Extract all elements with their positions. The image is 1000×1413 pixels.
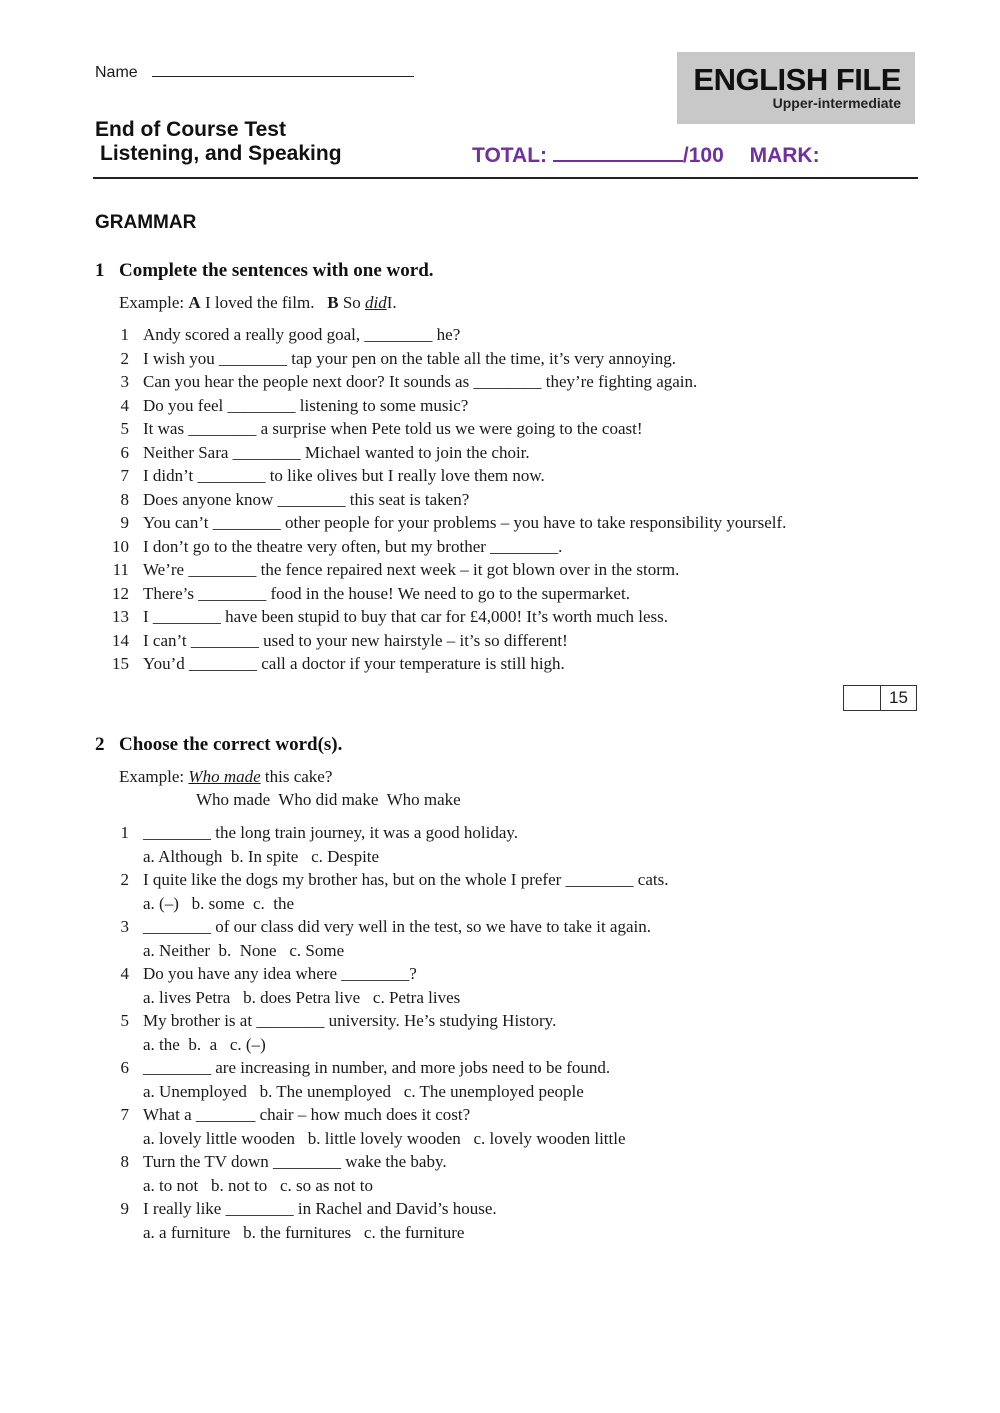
name-label: Name bbox=[95, 64, 138, 81]
exercise1-question bbox=[105, 417, 786, 441]
question-stem bbox=[105, 962, 668, 986]
question-text[interactable]: I wish you ________ tap your pen on the table all the time, it’s very annoying. bbox=[143, 348, 677, 368]
mark-label: MARK: bbox=[749, 144, 820, 167]
total-label: TOTAL: bbox=[472, 144, 553, 167]
exercise1-question bbox=[105, 558, 786, 582]
question-number: 4 bbox=[120, 964, 129, 983]
example-answer: did bbox=[365, 293, 387, 312]
answer-options[interactable]: a. lovely little wooden b. little lovely wooden c. lovely wooden little bbox=[143, 1128, 626, 1148]
question-text[interactable]: Does anyone know ________ this seat is taken? bbox=[143, 489, 470, 509]
question-number: 6 bbox=[120, 1058, 129, 1077]
brand-logo-box bbox=[677, 52, 915, 124]
question-text[interactable]: You’d ________ call a doctor if your temperature is still high. bbox=[143, 654, 565, 673]
exercise2-question bbox=[105, 1197, 668, 1244]
question-number: 5 bbox=[120, 1011, 129, 1030]
question-text: I quite like the dogs my brother has, but on the whole I prefer ________ cats. bbox=[143, 870, 669, 889]
answer-options[interactable]: a. (–) b. some c. the bbox=[143, 893, 295, 913]
answer-options[interactable]: a. the b. a c. (–) bbox=[143, 1034, 266, 1054]
question-stem bbox=[105, 1150, 668, 1174]
question-number: 4 bbox=[120, 395, 129, 415]
question-number: 2 bbox=[120, 348, 129, 368]
test-title-line2: Listening, and Speaking bbox=[100, 142, 342, 165]
exercise1-question-list bbox=[105, 323, 786, 676]
exercise1-instruction: Complete the sentences with one word. bbox=[119, 260, 434, 281]
exercise2-number: 2 bbox=[95, 734, 105, 755]
exercise2-example bbox=[119, 767, 332, 787]
question-number: 2 bbox=[120, 870, 129, 889]
question-text[interactable]: There’s ________ food in the house! We need to go to the supermarket. bbox=[143, 583, 630, 603]
question-number: 6 bbox=[120, 442, 129, 462]
question-text[interactable]: Do you feel ________ listening to some music? bbox=[143, 395, 469, 415]
question-number: 8 bbox=[120, 489, 129, 509]
question-stem bbox=[105, 915, 668, 939]
exercise1-score-box bbox=[843, 685, 917, 711]
exercise2-question bbox=[105, 1056, 668, 1103]
exercise1-question bbox=[105, 582, 786, 606]
answer-options[interactable]: a. to not b. not to c. so as not to bbox=[143, 1175, 373, 1195]
total-blank-line[interactable] bbox=[553, 142, 683, 162]
exercise2-example-options: Who made Who did make Who make bbox=[196, 790, 461, 809]
question-text: What a _______ chair – how much does it cost? bbox=[143, 1105, 471, 1124]
exercise2-question bbox=[105, 962, 668, 1009]
question-text[interactable]: Neither Sara ________ Michael wanted to join the choir. bbox=[143, 442, 530, 462]
exercise1-question bbox=[105, 511, 786, 535]
question-number: 10 bbox=[112, 536, 129, 556]
example-answer: Who made bbox=[188, 767, 261, 786]
exercise1-question bbox=[105, 323, 786, 347]
header-divider bbox=[93, 177, 918, 179]
exercise2-question bbox=[105, 915, 668, 962]
answer-options[interactable]: a. Unemployed b. The unemployed c. The unemployed people bbox=[143, 1081, 584, 1101]
example-label: Example: bbox=[119, 767, 185, 786]
question-number: 14 bbox=[112, 630, 129, 650]
question-number: 1 bbox=[120, 325, 129, 344]
question-number: 8 bbox=[120, 1152, 129, 1171]
example-rest: this cake? bbox=[264, 767, 333, 786]
question-text[interactable]: I ________ have been stupid to buy that car for £4,000! It’s worth much less. bbox=[143, 607, 669, 626]
question-text[interactable]: I don’t go to the theatre very often, but my brother ________. bbox=[143, 536, 563, 556]
question-stem bbox=[105, 1056, 668, 1080]
exercise1-question bbox=[105, 347, 786, 371]
score-input[interactable] bbox=[844, 686, 881, 710]
exercise2-question bbox=[105, 1150, 668, 1197]
question-text: ________ the long train journey, it was a good holiday. bbox=[143, 823, 519, 842]
question-text: I really like ________ in Rachel and David’s house. bbox=[143, 1199, 497, 1218]
example-speaker-b: B bbox=[327, 293, 339, 312]
exercise1-number: 1 bbox=[95, 260, 105, 281]
question-text: ________ are increasing in number, and more jobs need to be found. bbox=[143, 1058, 611, 1077]
question-number: 5 bbox=[120, 419, 129, 438]
question-text: ________ of our class did very well in the test, so we have to take it again. bbox=[143, 917, 651, 936]
exercise2-question bbox=[105, 1009, 668, 1056]
question-number: 12 bbox=[112, 583, 129, 603]
question-text[interactable]: It was ________ a surprise when Pete told us we were going to the coast! bbox=[143, 419, 643, 438]
question-text[interactable]: Andy scored a really good goal, ________ he? bbox=[143, 325, 461, 344]
question-text[interactable]: You can’t ________ other people for your problems – you have to take responsibility yourself. bbox=[143, 513, 787, 532]
name-blank-line[interactable] bbox=[152, 62, 414, 77]
question-stem bbox=[105, 1009, 668, 1033]
question-number: 3 bbox=[120, 372, 129, 391]
exercise2-question bbox=[105, 868, 668, 915]
section-heading-grammar: GRAMMAR bbox=[95, 212, 197, 233]
exercise2-instruction: Choose the correct word(s). bbox=[119, 734, 343, 755]
exercise1-question bbox=[105, 370, 786, 394]
exercise2-question bbox=[105, 1103, 668, 1150]
brand-subtitle: Upper-intermediate bbox=[772, 95, 901, 111]
exercise1-example bbox=[119, 293, 397, 313]
exercise1-question bbox=[105, 629, 786, 653]
exercise2-question-list bbox=[105, 821, 668, 1244]
question-number: 15 bbox=[112, 654, 129, 673]
question-stem bbox=[105, 1197, 668, 1221]
question-number: 1 bbox=[120, 823, 129, 842]
question-text: Do you have any idea where ________? bbox=[143, 964, 417, 983]
question-number: 9 bbox=[120, 513, 129, 532]
question-text: Turn the TV down ________ wake the baby. bbox=[143, 1152, 447, 1171]
example-speaker-a: A bbox=[188, 293, 201, 312]
question-number: 7 bbox=[120, 1105, 129, 1124]
exercise1-question bbox=[105, 535, 786, 559]
exercise1-question bbox=[105, 488, 786, 512]
name-field-row bbox=[95, 62, 414, 82]
test-title-line1: End of Course Test bbox=[95, 118, 286, 141]
brand-title: ENGLISH FILE bbox=[693, 62, 901, 97]
exercise2-question bbox=[105, 821, 668, 868]
test-title bbox=[95, 118, 342, 166]
question-stem bbox=[105, 868, 668, 892]
exercise1-question bbox=[105, 652, 786, 676]
question-stem bbox=[105, 1103, 668, 1127]
exercise1-heading bbox=[95, 260, 434, 282]
answer-options[interactable]: a. Although b. In spite c. Despite bbox=[143, 846, 380, 866]
total-score-row bbox=[472, 142, 820, 168]
example-label: Example: bbox=[119, 293, 185, 312]
question-text[interactable]: I can’t ________ used to your new hairstyle – it’s so different! bbox=[143, 630, 568, 650]
example-b-post: I. bbox=[386, 293, 397, 312]
question-text[interactable]: We’re ________ the fence repaired next week – it got blown over in the storm. bbox=[143, 560, 680, 579]
answer-options[interactable]: a. lives Petra b. does Petra live c. Petra lives bbox=[143, 987, 461, 1007]
exercise2-heading bbox=[95, 734, 342, 756]
question-number: 3 bbox=[120, 917, 129, 936]
question-number: 9 bbox=[120, 1199, 129, 1218]
exercise1-question bbox=[105, 441, 786, 465]
answer-options[interactable]: a. Neither b. None c. Some bbox=[143, 940, 345, 960]
example-b-pre: So bbox=[342, 293, 361, 312]
score-max: 15 bbox=[889, 688, 908, 707]
question-number: 13 bbox=[112, 607, 129, 626]
question-stem bbox=[105, 821, 668, 845]
answer-options[interactable]: a. a furniture b. the furnitures c. the furniture bbox=[143, 1222, 465, 1242]
question-text[interactable]: Can you hear the people next door? It sounds as ________ they’re fighting again. bbox=[143, 372, 698, 391]
exercise1-question bbox=[105, 605, 786, 629]
question-text: My brother is at ________ university. He’s studying History. bbox=[143, 1011, 557, 1030]
question-text[interactable]: I didn’t ________ to like olives but I really love them now. bbox=[143, 466, 545, 485]
total-suffix: /100 bbox=[682, 144, 724, 167]
exercise1-question bbox=[105, 464, 786, 488]
question-number: 11 bbox=[112, 560, 129, 579]
example-a-text: I loved the film. bbox=[204, 293, 315, 312]
exercise1-question bbox=[105, 394, 786, 418]
question-number: 7 bbox=[120, 466, 129, 485]
